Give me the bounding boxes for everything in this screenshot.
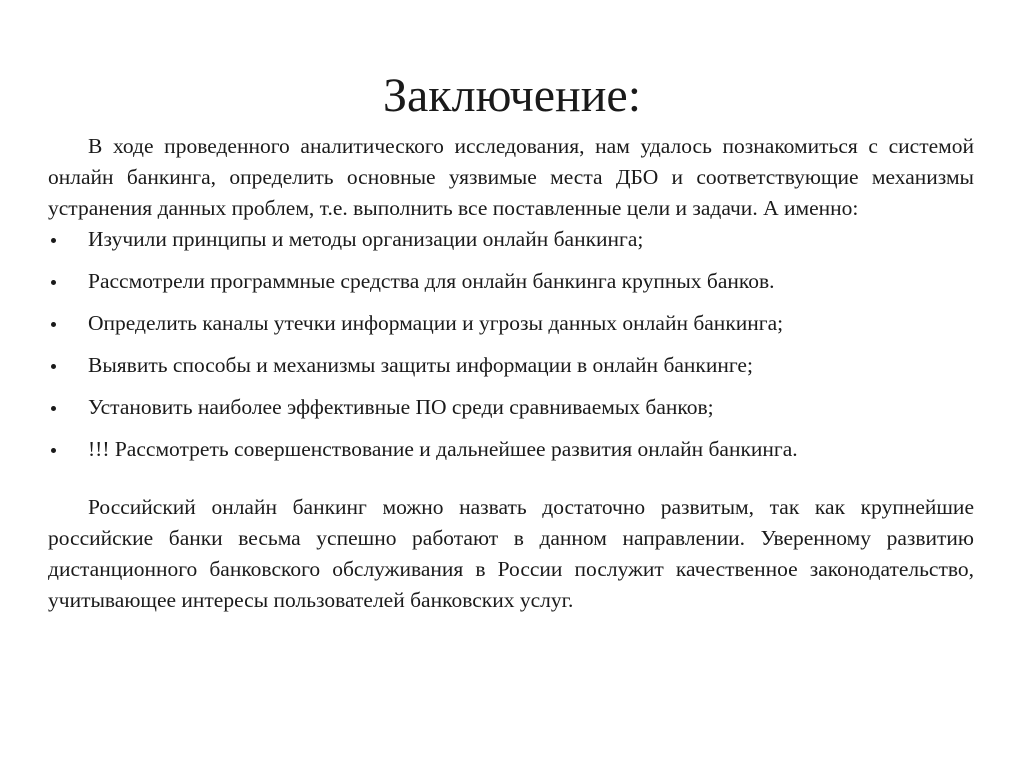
list-item-text: Рассмотрели программные средства для онлайн банкинга крупных банков. [88, 269, 775, 293]
list-item-text: Изучили принципы и методы организации онлайн банкинга; [88, 227, 644, 251]
conclusion-paragraph: Российский онлайн банкинг можно назвать достаточно развитым, так как крупнейшие российские банки весьма успешно работают в данном направлении. Уверенному развитию дистанционного банковского обслуживания в России послужит качественное законодательство, учитывающее интересы пользователей банковских услуг. [48, 495, 974, 612]
bullet-icon [51, 322, 56, 327]
bullet-icon [51, 406, 56, 411]
bullet-icon [51, 364, 56, 369]
bullet-icon [51, 448, 56, 453]
spacer [48, 476, 974, 492]
list-item [48, 434, 974, 465]
intro-paragraph: В ходе проведенного аналитического исследования, нам удалось познакомиться с системой онлайн банкинга, определить основные уязвимые места ДБО и соответствующие механизмы устранения данных проблем, т.е. выполнить все поставленные цели и задачи. А именно: [48, 134, 974, 220]
list-item-text: Определить каналы утечки информации и угрозы данных онлайн банкинга; [88, 311, 784, 335]
bullet-list [48, 224, 974, 465]
list-item [48, 392, 974, 423]
slide-title: Заключение: [382, 69, 642, 122]
list-item [48, 308, 974, 339]
slide-content [48, 131, 974, 616]
list-item-text: Выявить способы и механизмы защиты информации в онлайн банкинге; [88, 353, 753, 377]
list-item [48, 350, 974, 381]
bullet-icon [51, 280, 56, 285]
list-item-text: Установить наиболее эффективные ПО среди сравниваемых банков; [88, 395, 714, 419]
list-item [48, 224, 974, 255]
list-item [48, 266, 974, 297]
list-item-text: !!! Рассмотреть совершенствование и дальнейшее развития онлайн банкинга. [88, 437, 798, 461]
bullet-icon [51, 238, 56, 243]
